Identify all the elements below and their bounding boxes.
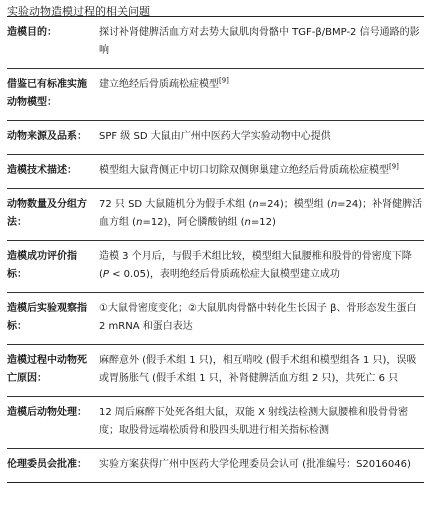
citation-ref: [9] bbox=[219, 76, 229, 85]
text-segment: =12)，阿仑膦酸钠组 ( bbox=[142, 217, 245, 228]
table-row-purpose bbox=[7, 17, 424, 69]
row-content: SPF 级 SD 大鼠由广州中医药大学实验动物中心提供 bbox=[99, 131, 331, 142]
row-label: 借鉴已有标准实施动物模型： bbox=[7, 79, 87, 108]
row-content: 麻醉意外 (假手术组 1 只)，相互啃咬 (假手术组和模型组各 1 只)，误吸或胃肠胀气 (假手术组 1 只，补肾健脾活血方组 2 只)，共死亡 6 只 bbox=[99, 355, 417, 384]
table-row-animal-source bbox=[7, 121, 424, 155]
row-label: 造模成功评价指标： bbox=[7, 251, 77, 280]
row-content bbox=[97, 241, 424, 293]
text-segment: =12) bbox=[250, 217, 276, 228]
table-row-grouping bbox=[7, 189, 424, 241]
italic-n: n bbox=[136, 217, 143, 228]
text-segment: =24)；补肾健脾活血方组 ( bbox=[99, 199, 423, 228]
row-content: 实验方案获得广州中医药大学伦理委员会认可 (批准编号：S2016046) bbox=[99, 459, 411, 470]
row-label: 造模后实验观察指标： bbox=[7, 303, 87, 332]
table-row-reference-standard bbox=[7, 69, 424, 121]
row-content: 12 周后麻醉下处死各组大鼠，双能 X 射线法检测大鼠腰椎和股骨骨密度；取股骨远端松质骨和股四头肌进行相关指标检测 bbox=[99, 407, 409, 436]
text-segment: < 0.05)，表明绝经后骨质疏松症大鼠模型建立成功 bbox=[108, 269, 340, 280]
italic-n: n bbox=[252, 199, 259, 210]
row-content-text: 建立绝经后骨质疏松症模型 bbox=[99, 79, 219, 90]
row-content-text: 模型组大鼠背侧正中切口切除双侧卵巢建立绝经后骨质疏松症模型 bbox=[99, 165, 389, 176]
table-title: 实验动物造模过程的相关问题 bbox=[7, 0, 424, 17]
row-label: 造模过程中动物死亡原因： bbox=[7, 355, 87, 384]
row-label: 造模后动物处理： bbox=[7, 407, 87, 418]
row-label: 动物数量及分组方法： bbox=[7, 199, 87, 228]
row-label: 动物来源及品系： bbox=[7, 131, 87, 142]
row-content bbox=[97, 69, 424, 121]
text-segment: 造模 3 个月后，与假手术组比较，模型组大鼠腰椎和股骨的骨密度下降 ( bbox=[99, 251, 412, 280]
italic-n: n bbox=[330, 199, 338, 210]
model-info-table bbox=[7, 17, 424, 483]
row-content: ①大鼠骨密度变化；②大鼠肌肉骨骼中转化生长因子 β、骨形态发生蛋白 2 mRNA 和蛋白表达 bbox=[99, 303, 417, 332]
text-segment: =24)；模型组 ( bbox=[258, 199, 331, 210]
row-content bbox=[97, 189, 424, 241]
row-content bbox=[97, 155, 424, 189]
citation-ref: [9] bbox=[389, 162, 399, 171]
text-segment: 72 只 SD 大鼠随机分为假手术组 ( bbox=[99, 199, 253, 210]
row-label: 造模目的： bbox=[7, 27, 57, 38]
italic-n: n bbox=[244, 217, 251, 228]
table-row-post-model-handling bbox=[7, 397, 424, 449]
table-row-death-causes bbox=[7, 345, 424, 397]
row-label: 伦理委员会批准： bbox=[7, 459, 87, 470]
table-row-technique bbox=[7, 155, 424, 189]
table-row-success-criteria bbox=[7, 241, 424, 293]
table-row-observation-indices bbox=[7, 293, 424, 345]
row-label: 造模技术描述： bbox=[7, 165, 77, 176]
table-row-ethics-approval bbox=[7, 449, 424, 483]
row-content: 探讨补肾健脾活血方对去势大鼠肌肉骨骼中 TGF-β/BMP-2 信号通路的影响 bbox=[99, 27, 420, 56]
italic-p: P bbox=[102, 269, 109, 280]
